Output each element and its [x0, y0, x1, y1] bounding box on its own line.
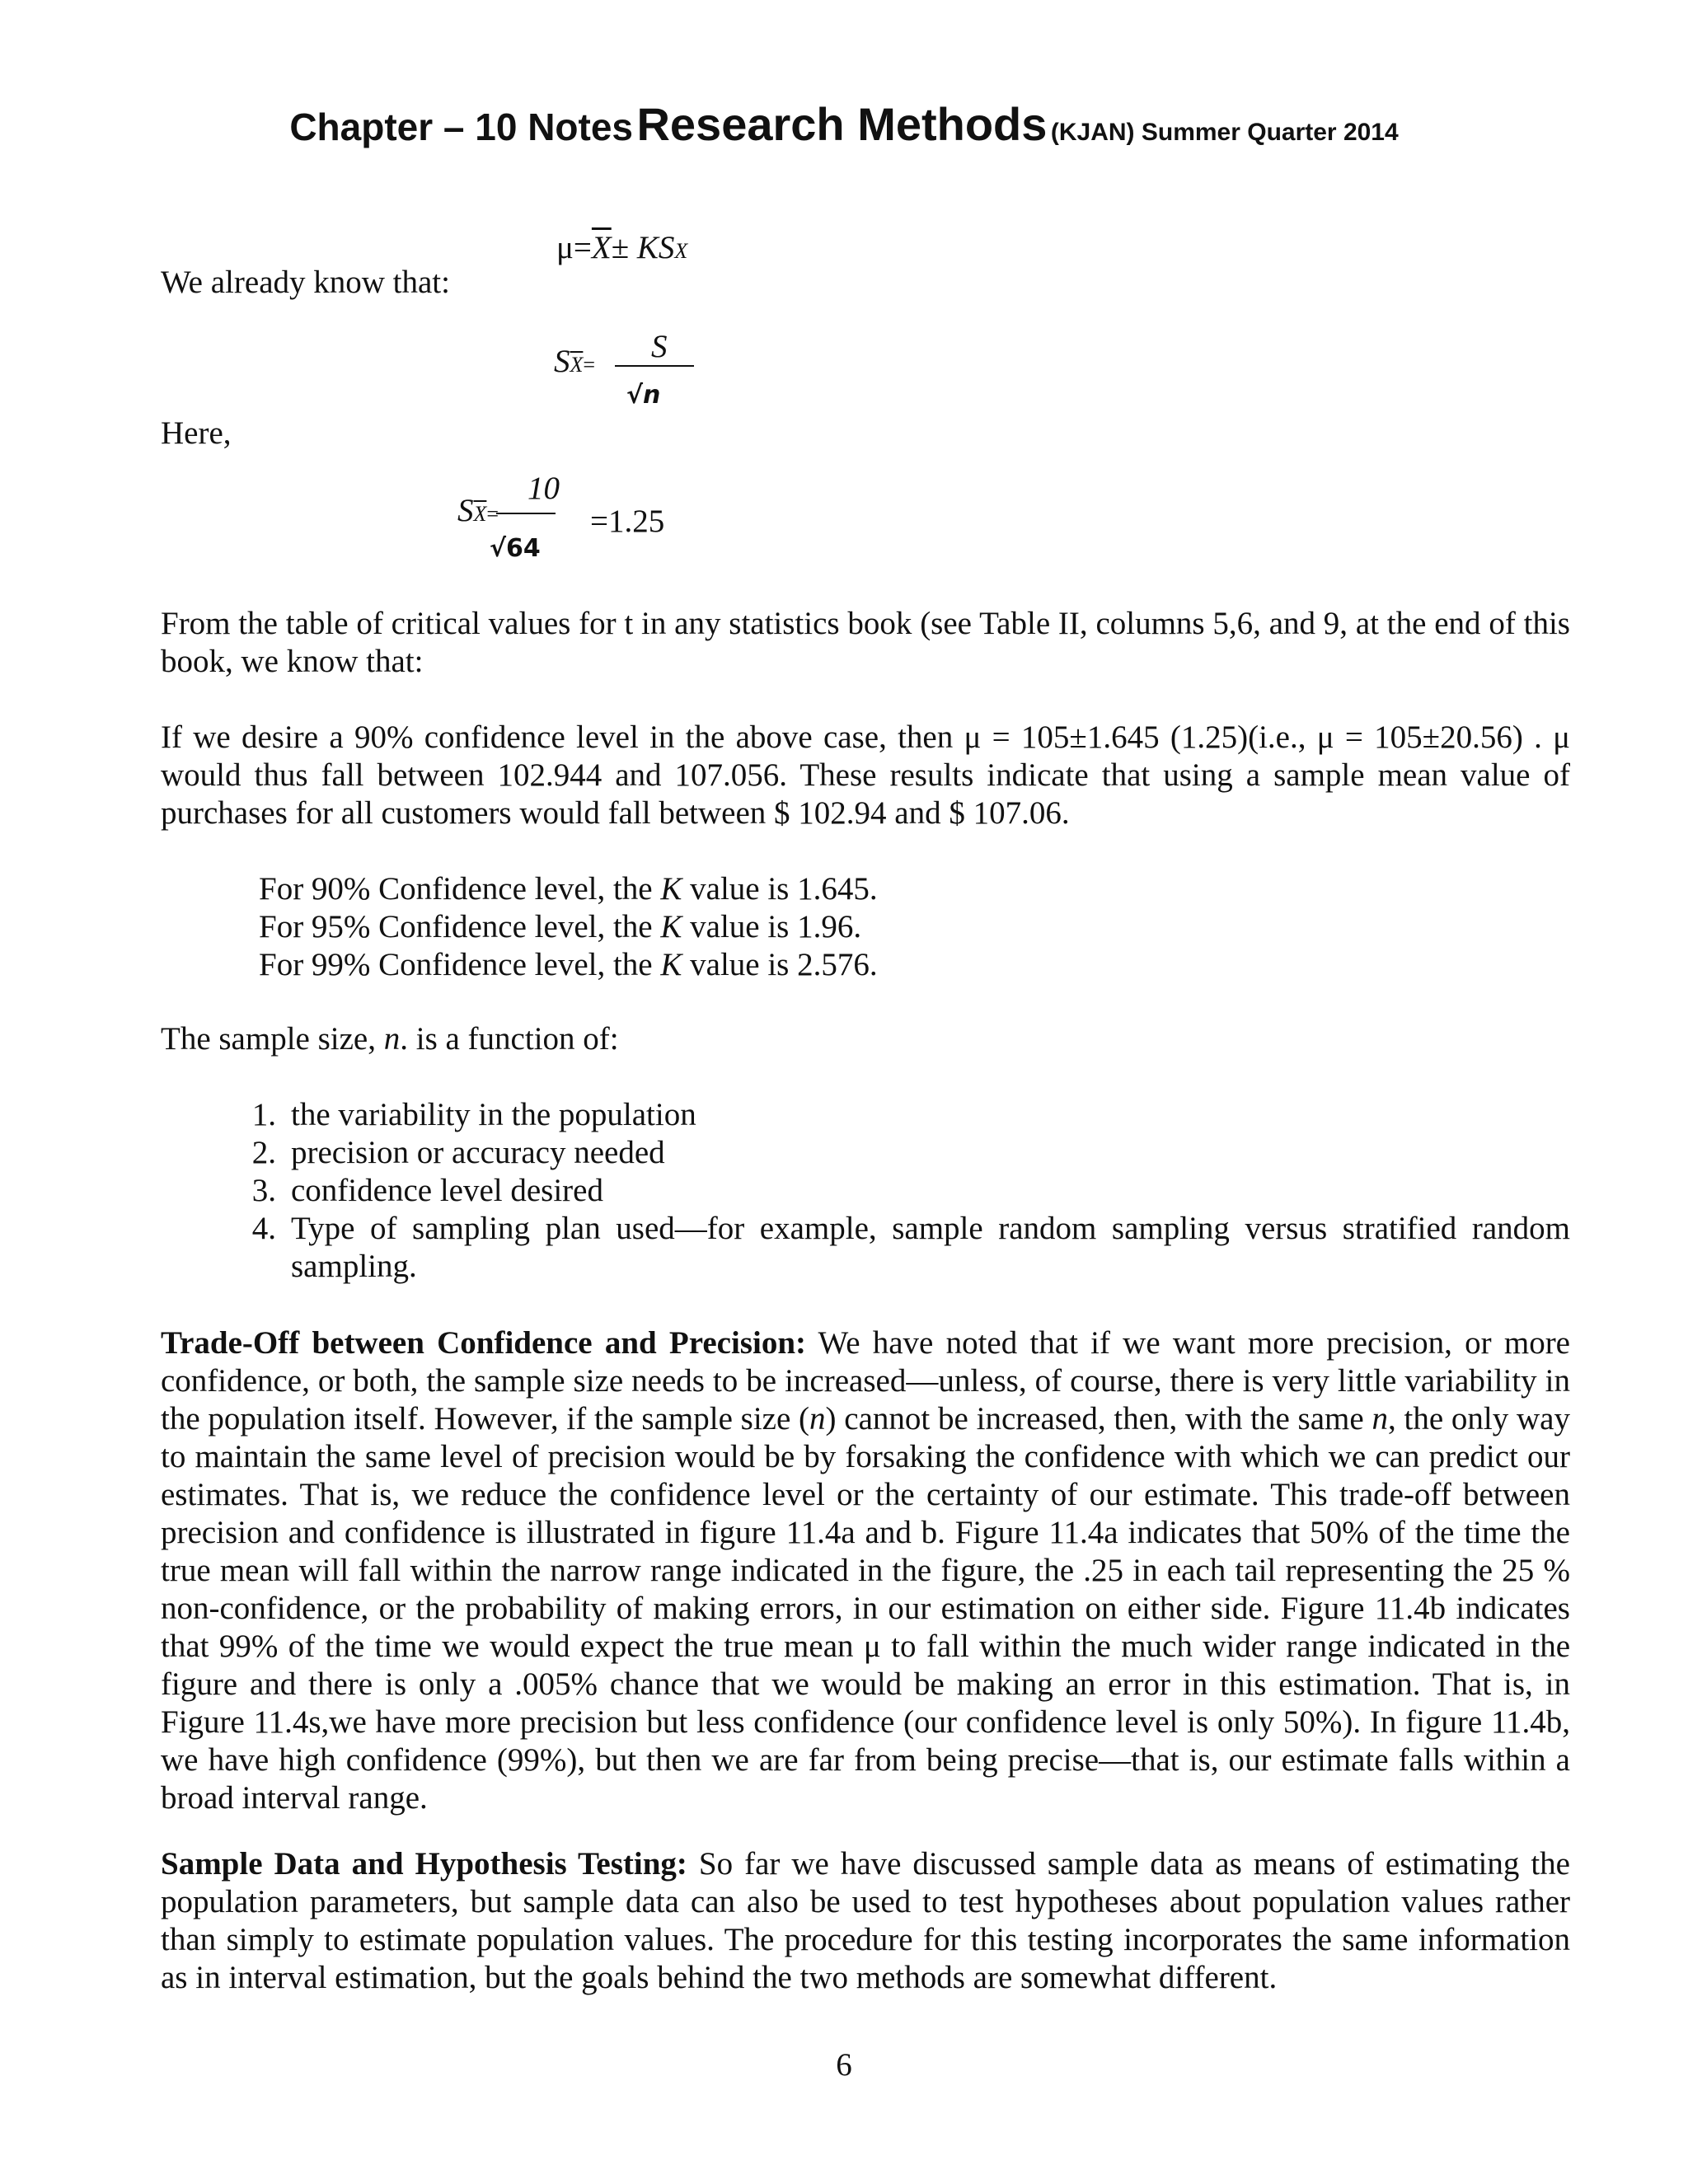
radical-sign: √ [626, 381, 644, 410]
paragraph-confidence-example: If we desire a 90% confidence level in the above case, then μ = 105±1.645 (1.25)(i.e., μ = 105±20.56) . μ would thus fall between 102.944 and 107.056. These results indicate that using a sample mean value of purchases for all customers would fall between $ 102.94 and $ 107.06. [161, 719, 1570, 831]
k-line-value: value is 2.576. [682, 947, 878, 982]
formula2-sub: $\overline{X}$ [570, 353, 584, 377]
plus-minus: ± [611, 230, 630, 265]
list-item [235, 1210, 1570, 1286]
hypothesis-text: So far we have discussed sample data as means of estimating the population parameters, but sample data can also be used to test hypotheses about population values rather than simply to estimate population values. The procedure for this testing incorporates the same information as in interval estimation, but the goals behind the two methods are somewhat different. [161, 1846, 1570, 1995]
tradeoff-text: , the only way to maintain the same level of precision would be by forsaking the confidence with which we can predict our estimates. That is, we reduce the confidence level or the certainty of our estimate. This trade-off between precision and confidence is illustrated in figure 11.4a and b. Figure 11.4a indicates that 50% of the time the true mean will fall within the narrow range indicated in the figure, the .25 in each tail representing the 25 % non-confidence, or the probability of making errors, in our estimation on either side. Figure 11.4b indicates that 99% of the time we would expect the true mean μ to fall within the much wider range indicated in the figure and there is only a .005% chance that we would be making an error in this estimation. That is, in Figure 11.4s,we have more precision but less confidence (our confidence level is only 50%). In figure 11.4b, we have high confidence (99%), but then we are far from being precise—that is, our estimate falls within a broad interval range. [161, 1401, 1570, 1816]
formula3-result: =1.25 [590, 504, 665, 539]
formula3-numerator: 10 [528, 471, 560, 506]
formula2-denominator [626, 381, 660, 410]
header-meta: (KJAN) Summer Quarter 2014 [1050, 119, 1399, 146]
sample-size-factors-list [235, 1096, 1570, 1286]
sample-size-lead [161, 1020, 619, 1058]
k-symbol: K [660, 947, 682, 982]
k-s: KS [636, 230, 675, 265]
formula2-numerator: S [651, 329, 668, 364]
formula3-denominator: √64 [490, 534, 541, 563]
formula3-equals: = [486, 502, 499, 526]
list-item [235, 1096, 1570, 1134]
sample-size-text: The sample size, [161, 1021, 384, 1057]
header-chapter: Chapter – 10 Notes [289, 105, 634, 148]
paragraph-tradeoff [161, 1324, 1570, 1817]
k-line-text: For 90% Confidence level, the [259, 871, 661, 907]
k-value-list [259, 870, 878, 984]
formula2-s-letter: S [554, 344, 570, 379]
k-value-line [259, 908, 878, 946]
list-item-text: Type of sampling plan used—for example, sample random sampling versus stratified random sampling. [291, 1211, 1570, 1284]
k-s-subscript: X [674, 239, 688, 263]
list-item-text: the variability in the population [291, 1097, 696, 1132]
formula2-equals: = [583, 353, 596, 377]
fraction-bar [496, 513, 556, 514]
formula2-lead: Here, [161, 415, 232, 451]
tradeoff-n: n [809, 1401, 826, 1436]
paragraph-hypothesis [161, 1845, 1570, 1997]
hypothesis-heading: Sample Data and Hypothesis Testing: [161, 1846, 687, 1882]
tradeoff-heading: Trade-Off between Confidence and Precision: [161, 1325, 806, 1361]
k-line-text: For 99% Confidence level, the [259, 947, 661, 982]
k-line-value: value is 1.645. [682, 871, 878, 907]
tradeoff-text: We have noted that if we want more precision, or more confidence, or both, the sample size needs to be increased—unless, of course, there is very little variability in the population itself. However, if the sample size ( [161, 1325, 1570, 1436]
mu-equals: μ= [556, 230, 592, 265]
page-number: 6 [836, 2047, 852, 2083]
list-number: 4. [251, 1211, 276, 1246]
page-header [0, 97, 1688, 151]
tradeoff-n: n [1372, 1401, 1388, 1436]
list-item [235, 1134, 1570, 1172]
fraction-bar [615, 365, 694, 367]
list-number: 1. [251, 1097, 276, 1132]
sample-size-text-end: . is a function of: [400, 1021, 619, 1057]
k-value-line [259, 946, 878, 984]
x-bar: $\overline{X}$ [591, 230, 612, 265]
denominator-n: n [643, 381, 661, 410]
list-number: 3. [251, 1173, 276, 1208]
k-symbol: K [660, 871, 682, 907]
formula3-sub: $\overline{X}$ [473, 502, 487, 526]
k-value-line [259, 870, 878, 908]
tradeoff-text: ) cannot be increased, then, with the same [825, 1401, 1372, 1436]
k-line-text: For 95% Confidence level, the [259, 909, 661, 944]
list-item-text: confidence level desired [291, 1173, 603, 1208]
formula3-s-letter: S [457, 493, 474, 528]
list-item [235, 1172, 1570, 1210]
k-line-value: value is 1.96. [682, 909, 862, 944]
list-item-text: precision or accuracy needed [291, 1135, 665, 1170]
sample-size-n: n [383, 1021, 401, 1057]
formula-mu-interval [556, 229, 687, 270]
list-number: 2. [251, 1135, 276, 1170]
formula3-s [457, 492, 499, 533]
header-title: Research Methods [636, 98, 1048, 150]
paragraph-table-reference: From the table of critical values for t in any statistics book (see Table II, columns 5,6, and 9, at the end of this book, we know that: [161, 606, 1570, 679]
formula1-lead: We already know that: [161, 265, 450, 300]
k-symbol: K [660, 909, 682, 944]
formula2-s [554, 343, 595, 384]
